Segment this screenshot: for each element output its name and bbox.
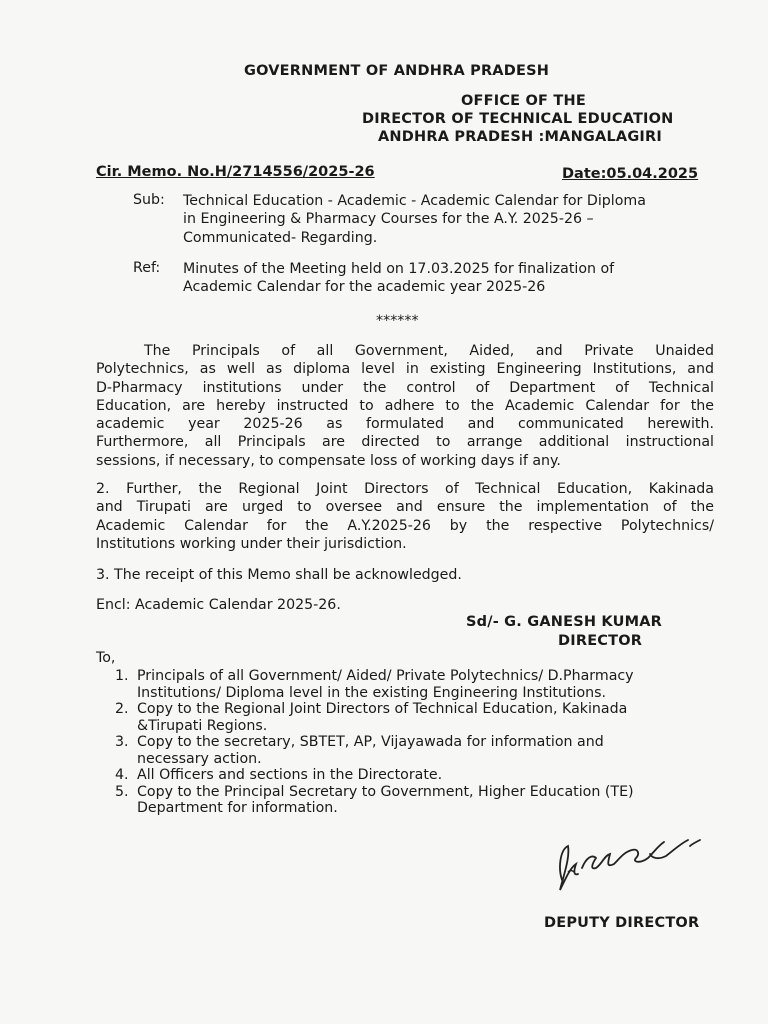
- paragraph-2-line: Institutions working under their jurisdiction.: [96, 535, 407, 552]
- paragraph-3: 3. The receipt of this Memo shall be acknowledged.: [96, 567, 462, 583]
- list-item-text: All Officers and sections in the Directorate.: [137, 767, 443, 783]
- paragraph-2-line: 2. Further, the Regional Joint Directors of Technical Education, Kakinada: [96, 481, 714, 497]
- paragraph-1-line: D-Pharmacy institutions under the control of Department of Technical: [96, 379, 714, 396]
- paragraph-1-line: Furthermore, all Principals are directed to arrange additional instructional: [96, 434, 714, 451]
- office-heading-line1: OFFICE OF THE: [461, 93, 586, 109]
- memo-date: Date:05.04.2025: [562, 166, 699, 182]
- reference-line: Academic Calendar for the academic year 2025-26: [183, 279, 546, 296]
- reference-line: Minutes of the Meeting held on 17.03.2025 for finalization of: [183, 261, 615, 277]
- list-item: [115, 668, 715, 701]
- paragraph-2-line: Academic Calendar for the A.Y.2025-26 by the respective Polytechnics/: [96, 517, 714, 534]
- list-item-text: Copy to the Regional Joint Directors of Technical Education, Kakinada &Tirupati Regions.: [137, 701, 628, 734]
- list-item-number: 2.: [115, 701, 129, 717]
- paragraph-1-line: Polytechnics, as well as diploma level in existing Engineering Institutions, and: [96, 361, 714, 378]
- list-item-number: 3.: [115, 734, 129, 750]
- list-item-number: 4.: [115, 767, 129, 783]
- reference-label: Ref:: [133, 260, 161, 276]
- subject-line: Technical Education - Academic - Academic Calendar for Diploma: [183, 193, 646, 209]
- paragraph-1-line: sessions, if necessary, to compensate loss of working days if any.: [96, 452, 561, 469]
- list-item-number: 1.: [115, 668, 129, 684]
- deputy-director: DEPUTY DIRECTOR: [544, 915, 700, 931]
- office-heading-line3: ANDHRA PRADESH :MANGALAGIRI: [378, 129, 662, 145]
- list-item-text: Principals of all Government/ Aided/ Private Polytechnics/ D.Pharmacy Institutions/ Diploma level in the existing Engineering Institutions.: [137, 668, 634, 701]
- list-item-text: Copy to the secretary, SBTET, AP, Vijayawada for information and necessary action.: [137, 734, 604, 767]
- enclosure: Encl: Academic Calendar 2025-26.: [96, 597, 341, 613]
- list-item-text: Copy to the Principal Secretary to Government, Higher Education (TE) Department for information.: [137, 783, 634, 816]
- list-item: [115, 734, 715, 767]
- list-item-number: 5.: [115, 783, 129, 800]
- subject-line: in Engineering & Pharmacy Courses for the A.Y. 2025-26 –: [183, 211, 594, 228]
- reference-text: [183, 260, 713, 297]
- subject-label: Sub:: [133, 192, 165, 208]
- signatory-designation: DIRECTOR: [558, 633, 643, 649]
- list-item: [115, 701, 715, 734]
- paragraph-2-line: and Tirupati are urged to oversee and ensure the implementation of the: [96, 499, 714, 516]
- office-heading-line2: DIRECTOR OF TECHNICAL EDUCATION: [362, 111, 674, 127]
- handwritten-signature: [540, 828, 710, 908]
- signatory-name: Sd/- G. GANESH KUMAR: [466, 614, 663, 630]
- government-heading: GOVERNMENT OF ANDHRA PRADESH: [244, 63, 550, 79]
- subject-text: [183, 192, 713, 247]
- paragraph-1-line: academic year 2025-26 as formulated and communicated herewith.: [96, 416, 714, 433]
- memo-number: Cir. Memo. No.H/2714556/2025-26: [96, 164, 375, 180]
- to-label: To,: [96, 650, 116, 666]
- subject-line: Communicated- Regarding.: [183, 229, 378, 246]
- list-item: [115, 767, 715, 784]
- paragraph-1-line: The Principals of all Government, Aided, and Private Unaided: [144, 343, 714, 359]
- list-item: [115, 784, 715, 817]
- paragraph-1: [96, 342, 714, 470]
- separator-stars: ******: [376, 313, 419, 329]
- recipient-list: [115, 668, 715, 817]
- paragraph-1-line: Education, are hereby instructed to adhere to the Academic Calendar for the: [96, 397, 714, 414]
- paragraph-2: [96, 480, 714, 553]
